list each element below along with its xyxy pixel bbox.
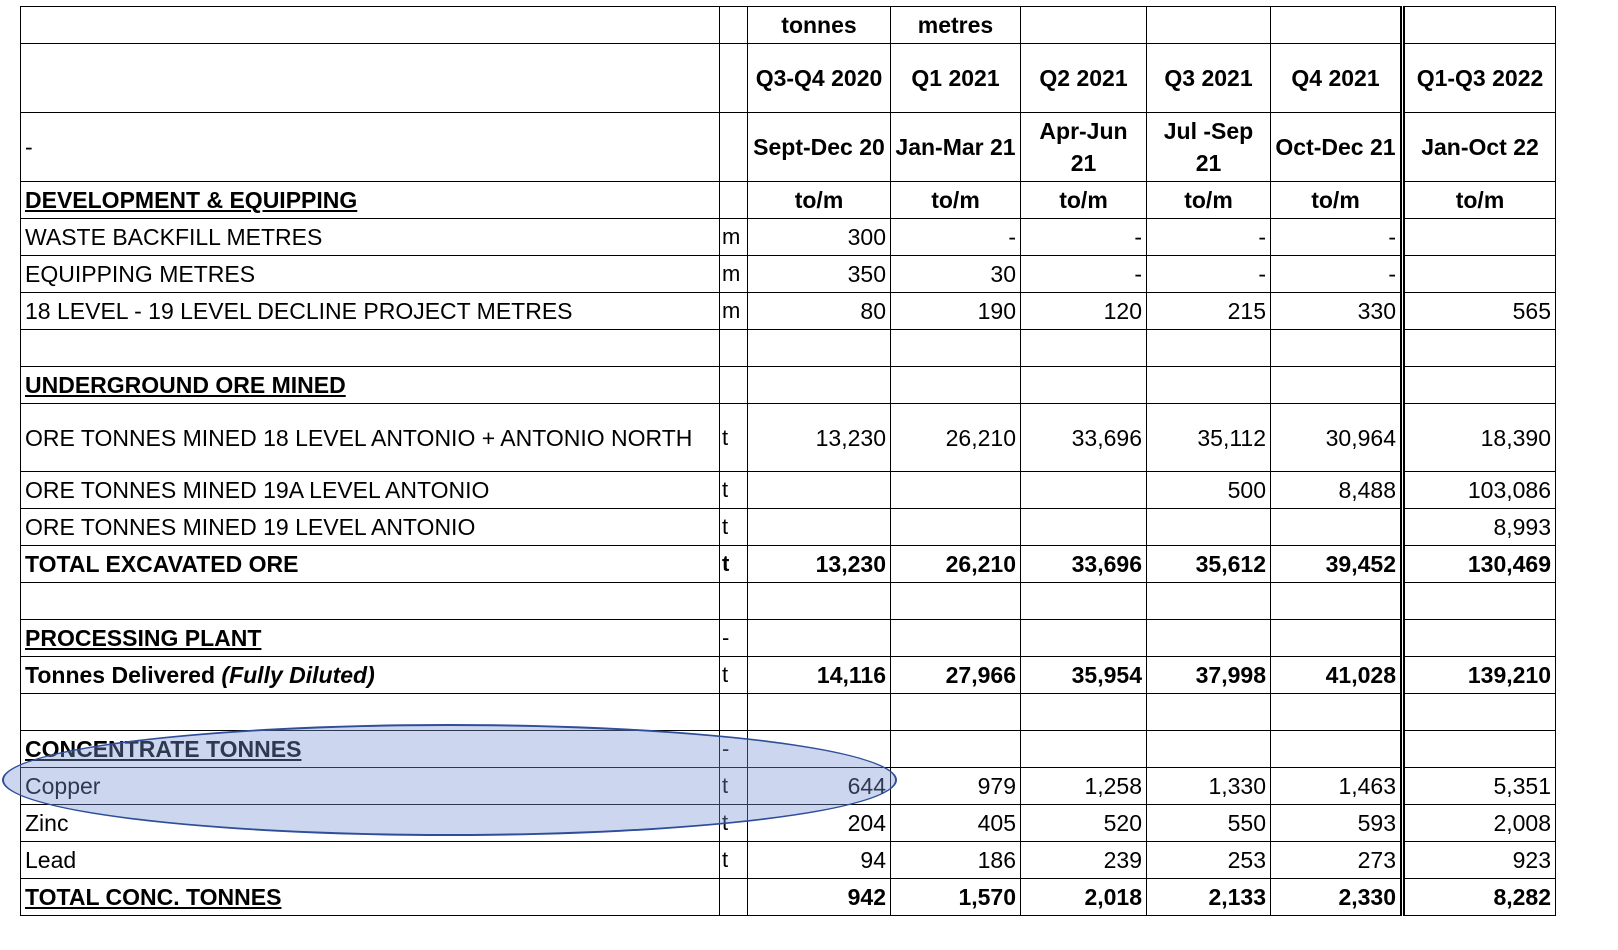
row-label: Lead <box>21 842 720 879</box>
value-cell: 2,133 <box>1147 879 1271 916</box>
value-cell: 33,696 <box>1021 404 1147 472</box>
value-cell: - <box>1147 219 1271 256</box>
table-row <box>21 293 1556 330</box>
value-cell: 565 <box>1403 293 1556 330</box>
unit-header-cell <box>1271 731 1403 768</box>
unit-header-cell <box>891 367 1021 404</box>
section-title: DEVELOPMENT & EQUIPPING <box>21 182 720 219</box>
row-unit: m <box>720 256 748 293</box>
value-cell: 253 <box>1147 842 1271 879</box>
value-cell: 500 <box>1147 472 1271 509</box>
value-cell: 94 <box>748 842 891 879</box>
blank-cell <box>748 330 891 367</box>
blank-row <box>21 694 1556 731</box>
row-label: WASTE BACKFILL METRES <box>21 219 720 256</box>
unit-header-cell <box>891 620 1021 657</box>
total-row <box>21 546 1556 583</box>
value-cell: 186 <box>891 842 1021 879</box>
value-cell: - <box>1271 256 1403 293</box>
value-cell: 120 <box>1021 293 1147 330</box>
value-cell: 405 <box>891 805 1021 842</box>
header-row-quarters <box>21 44 1556 113</box>
unit-header-cell: to/m <box>1021 182 1147 219</box>
unit-header-cell <box>748 731 891 768</box>
value-cell: 8,282 <box>1403 879 1556 916</box>
value-cell <box>891 472 1021 509</box>
value-cell: 35,612 <box>1147 546 1271 583</box>
header-cell: Q2 2021 <box>1021 44 1147 113</box>
value-cell: 35,112 <box>1147 404 1271 472</box>
section-title: CONCENTRATE TONNES <box>21 731 720 768</box>
delivered-label: Tonnes Delivered <box>25 662 222 688</box>
table-row <box>21 472 1556 509</box>
blank-cell <box>891 583 1021 620</box>
table-row <box>21 805 1556 842</box>
unit-header-cell <box>748 367 891 404</box>
unit-header-cell <box>1403 367 1556 404</box>
row-unit: m <box>720 219 748 256</box>
section-title: PROCESSING PLANT <box>21 620 720 657</box>
header-cell: Q1 2021 <box>891 44 1021 113</box>
header-cell: metres <box>891 7 1021 44</box>
header-cell <box>21 7 720 44</box>
row-label: 18 LEVEL - 19 LEVEL DECLINE PROJECT METRES <box>21 293 720 330</box>
row-unit: t <box>720 404 748 472</box>
value-cell: 139,210 <box>1403 657 1556 694</box>
blank-cell <box>720 694 748 731</box>
unit-header-cell <box>1021 731 1147 768</box>
value-cell: 593 <box>1271 805 1403 842</box>
value-cell: 215 <box>1147 293 1271 330</box>
delivered-row <box>21 657 1556 694</box>
unit-header-cell: to/m <box>891 182 1021 219</box>
value-cell: 1,570 <box>891 879 1021 916</box>
row-label <box>21 657 720 694</box>
value-cell: 13,230 <box>748 404 891 472</box>
unit-header-cell <box>1147 620 1271 657</box>
section-unit <box>720 367 748 404</box>
header-row-top <box>21 7 1556 44</box>
value-cell: 330 <box>1271 293 1403 330</box>
blank-cell <box>720 330 748 367</box>
row-label: EQUIPPING METRES <box>21 256 720 293</box>
unit-header-cell <box>891 731 1021 768</box>
section-header-row <box>21 731 1556 768</box>
header-cell <box>1147 7 1271 44</box>
blank-cell <box>21 694 720 731</box>
row-unit: t <box>720 805 748 842</box>
value-cell: 80 <box>748 293 891 330</box>
value-cell <box>1021 509 1147 546</box>
value-cell: 14,116 <box>748 657 891 694</box>
value-cell: 1,463 <box>1271 768 1403 805</box>
table-row <box>21 768 1556 805</box>
value-cell: 33,696 <box>1021 546 1147 583</box>
value-cell <box>1403 219 1556 256</box>
value-cell: 8,488 <box>1271 472 1403 509</box>
table-row <box>21 842 1556 879</box>
value-cell <box>748 472 891 509</box>
value-cell: 2,018 <box>1021 879 1147 916</box>
table-row <box>21 509 1556 546</box>
value-cell: - <box>1147 256 1271 293</box>
blank-cell <box>720 583 748 620</box>
blank-cell <box>1021 583 1147 620</box>
blank-cell <box>1147 694 1271 731</box>
value-cell: 550 <box>1147 805 1271 842</box>
row-unit: t <box>720 842 748 879</box>
value-cell: 13,230 <box>748 546 891 583</box>
value-cell <box>1147 509 1271 546</box>
value-cell: 30,964 <box>1271 404 1403 472</box>
row-label: Zinc <box>21 805 720 842</box>
blank-cell <box>891 694 1021 731</box>
value-cell <box>1271 509 1403 546</box>
header-cell <box>1403 7 1556 44</box>
section-header-row <box>21 620 1556 657</box>
unit-header-cell <box>1403 620 1556 657</box>
section-unit: - <box>720 620 748 657</box>
header-cell: Q1-Q3 2022 <box>1403 44 1556 113</box>
row-unit <box>720 879 748 916</box>
unit-header-cell: to/m <box>1271 182 1403 219</box>
value-cell: 2,330 <box>1271 879 1403 916</box>
header-cell <box>720 7 748 44</box>
header-cell: Jul -Sep 21 <box>1147 113 1271 182</box>
value-cell: 2,008 <box>1403 805 1556 842</box>
row-unit: t <box>720 768 748 805</box>
header-cell: Jan-Oct 22 <box>1403 113 1556 182</box>
value-cell: 520 <box>1021 805 1147 842</box>
unit-header-cell <box>1021 367 1147 404</box>
value-cell <box>748 509 891 546</box>
section-header-row <box>21 367 1556 404</box>
blank-cell <box>1271 330 1403 367</box>
row-unit: t <box>720 546 748 583</box>
unit-header-cell <box>1271 620 1403 657</box>
value-cell <box>1021 472 1147 509</box>
value-cell: 923 <box>1403 842 1556 879</box>
value-cell: 5,351 <box>1403 768 1556 805</box>
section-unit: - <box>720 731 748 768</box>
value-cell: 18,390 <box>1403 404 1556 472</box>
row-label: Copper <box>21 768 720 805</box>
table-row <box>21 219 1556 256</box>
header-cell: Oct-Dec 21 <box>1271 113 1403 182</box>
row-unit: t <box>720 657 748 694</box>
blank-cell <box>1271 583 1403 620</box>
unit-header-cell: to/m <box>748 182 891 219</box>
blank-cell <box>891 330 1021 367</box>
delivered-label-note: (Fully Diluted) <box>221 662 375 688</box>
header-cell: Apr-Jun 21 <box>1021 113 1147 182</box>
section-title: UNDERGROUND ORE MINED <box>21 367 720 404</box>
value-cell <box>1403 256 1556 293</box>
section-header-row <box>21 182 1556 219</box>
blank-cell <box>1021 694 1147 731</box>
row-label: TOTAL CONC. TONNES <box>21 879 720 916</box>
unit-header-cell: to/m <box>1147 182 1271 219</box>
value-cell: 26,210 <box>891 546 1021 583</box>
blank-cell <box>1403 583 1556 620</box>
value-cell: 239 <box>1021 842 1147 879</box>
total-row <box>21 879 1556 916</box>
unit-header-cell: to/m <box>1403 182 1556 219</box>
blank-cell <box>748 583 891 620</box>
header-cell: Q4 2021 <box>1271 44 1403 113</box>
unit-header-cell <box>1271 367 1403 404</box>
value-cell: 204 <box>748 805 891 842</box>
blank-cell <box>1271 694 1403 731</box>
row-unit: t <box>720 509 748 546</box>
value-cell: 41,028 <box>1271 657 1403 694</box>
value-cell: 8,993 <box>1403 509 1556 546</box>
unit-header-cell <box>1021 620 1147 657</box>
header-cell: Jan-Mar 21 <box>891 113 1021 182</box>
value-cell: 35,954 <box>1021 657 1147 694</box>
value-cell: - <box>891 219 1021 256</box>
blank-cell <box>1403 330 1556 367</box>
header-cell: Q3 2021 <box>1147 44 1271 113</box>
section-unit <box>720 182 748 219</box>
blank-row <box>21 330 1556 367</box>
blank-cell <box>748 694 891 731</box>
unit-header-cell <box>1403 731 1556 768</box>
header-cell: Q3-Q4 2020 <box>748 44 891 113</box>
header-cell: tonnes <box>748 7 891 44</box>
blank-row <box>21 583 1556 620</box>
value-cell: 26,210 <box>891 404 1021 472</box>
value-cell: 1,330 <box>1147 768 1271 805</box>
header-cell: Sept-Dec 20 <box>748 113 891 182</box>
value-cell: 1,258 <box>1021 768 1147 805</box>
header-cell <box>1271 7 1403 44</box>
blank-cell <box>1021 330 1147 367</box>
header-cell <box>720 44 748 113</box>
header-row-months <box>21 113 1556 182</box>
value-cell: - <box>1271 219 1403 256</box>
unit-header-cell <box>748 620 891 657</box>
unit-header-cell <box>1147 367 1271 404</box>
production-table <box>20 6 1556 916</box>
table-row <box>21 404 1556 472</box>
header-cell <box>720 113 748 182</box>
value-cell: 979 <box>891 768 1021 805</box>
table-row <box>21 256 1556 293</box>
value-cell: 130,469 <box>1403 546 1556 583</box>
header-cell <box>1021 7 1147 44</box>
row-unit: m <box>720 293 748 330</box>
row-label: ORE TONNES MINED 18 LEVEL ANTONIO + ANTONIO NORTH <box>21 404 720 472</box>
value-cell: 30 <box>891 256 1021 293</box>
value-cell: - <box>1021 256 1147 293</box>
header-cell: - <box>21 113 720 182</box>
value-cell: 39,452 <box>1271 546 1403 583</box>
row-label: ORE TONNES MINED 19A LEVEL ANTONIO <box>21 472 720 509</box>
value-cell: 300 <box>748 219 891 256</box>
value-cell: 942 <box>748 879 891 916</box>
blank-cell <box>21 583 720 620</box>
row-label: TOTAL EXCAVATED ORE <box>21 546 720 583</box>
row-label: ORE TONNES MINED 19 LEVEL ANTONIO <box>21 509 720 546</box>
blank-cell <box>1147 583 1271 620</box>
value-cell: 644 <box>748 768 891 805</box>
value-cell: 37,998 <box>1147 657 1271 694</box>
value-cell: 190 <box>891 293 1021 330</box>
blank-cell <box>21 330 720 367</box>
row-unit: t <box>720 472 748 509</box>
header-cell <box>21 44 720 113</box>
value-cell <box>891 509 1021 546</box>
value-cell: 350 <box>748 256 891 293</box>
value-cell: 27,966 <box>891 657 1021 694</box>
blank-cell <box>1403 694 1556 731</box>
value-cell: 273 <box>1271 842 1403 879</box>
value-cell: 103,086 <box>1403 472 1556 509</box>
unit-header-cell <box>1147 731 1271 768</box>
blank-cell <box>1147 330 1271 367</box>
value-cell: - <box>1021 219 1147 256</box>
